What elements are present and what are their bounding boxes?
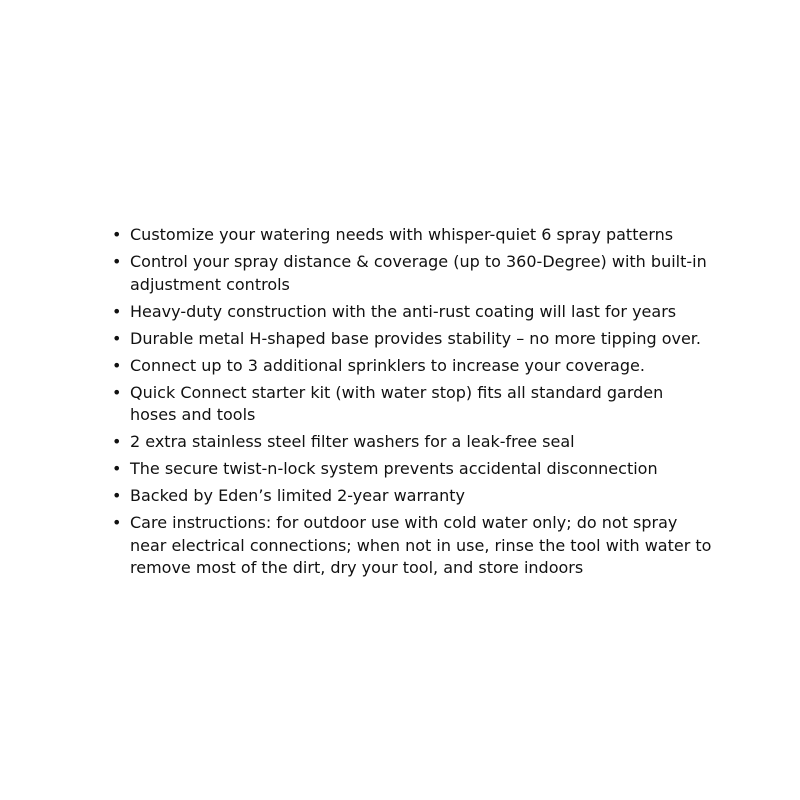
bullet-icon: • bbox=[112, 355, 122, 375]
list-item bbox=[112, 485, 712, 508]
list-item bbox=[112, 328, 712, 351]
list-item-text: 2 extra stainless steel filter washers for a leak-free seal bbox=[130, 432, 575, 451]
list-item bbox=[112, 382, 712, 427]
list-item-text: Care instructions: for outdoor use with cold water only; do not spray near electrical connections; when not in use, rinse the tool with water to remove most of the dirt, dry your tool, and store indoors bbox=[130, 513, 712, 577]
bullet-icon: • bbox=[112, 252, 122, 271]
list-item-text: Durable metal H-shaped base provides stability – no more tipping over. bbox=[130, 328, 701, 348]
list-item bbox=[112, 458, 712, 481]
bullet-icon: • bbox=[112, 225, 122, 244]
feature-bullet-list bbox=[112, 224, 712, 584]
list-item-text: Heavy-duty construction with the anti-rust coating will last for years bbox=[130, 301, 677, 321]
bullet-icon: • bbox=[112, 513, 122, 532]
bullet-icon: • bbox=[112, 301, 122, 321]
bullet-icon: • bbox=[112, 459, 122, 478]
bullet-icon: • bbox=[112, 382, 122, 402]
list-item bbox=[112, 301, 712, 324]
bullet-icon: • bbox=[112, 486, 122, 505]
list-item-text: Backed by Eden’s limited 2-year warranty bbox=[130, 486, 466, 505]
list-item-text: Connect up to 3 additional sprinklers to increase your coverage. bbox=[130, 355, 645, 375]
list-item-text: Quick Connect starter kit (with water stop) fits all standard garden hoses and tools bbox=[130, 382, 664, 424]
list-item bbox=[112, 355, 712, 378]
bullet-icon: • bbox=[112, 328, 122, 348]
list-item bbox=[112, 512, 712, 580]
bullet-icon: • bbox=[112, 432, 122, 451]
list-item-text: Control your spray distance & coverage (up to 360-Degree) with built-in adjustment controls bbox=[130, 252, 707, 294]
list-item bbox=[112, 224, 712, 247]
list-item-text: The secure twist-n-lock system prevents accidental disconnection bbox=[130, 459, 658, 478]
list-item bbox=[112, 431, 712, 454]
list-item-text: Customize your watering needs with whisper-quiet 6 spray patterns bbox=[130, 225, 674, 244]
list-item bbox=[112, 251, 712, 296]
